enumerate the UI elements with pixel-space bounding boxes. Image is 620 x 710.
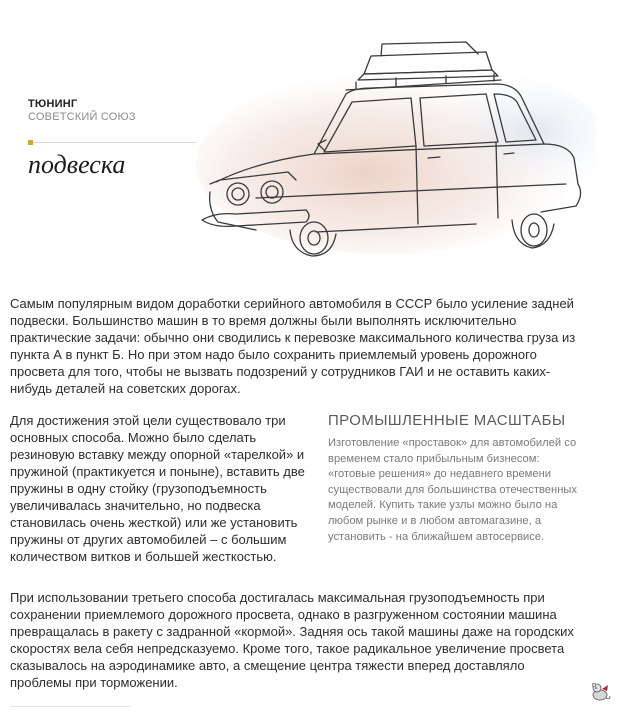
- header-divider: [28, 142, 196, 143]
- intro-paragraph: Самым популярным видом доработки серийного автомобиля в СССР было усиление задней подвески. Большинство машин в то время должны были выполнять исключительно практические задачи: обычно они сводились к перевозке максимального количества груза из пункта А в пункт Б. Но при этом надо было сохранить приемлемый уровень дорожного просвета для того, чтобы не вызвать подозрений у сотрудников ГАИ и не оставить каких-нибудь деталей на советских дорогах.: [10, 296, 576, 396]
- sidebar-title: ПРОМЫШЛЕННЫЕ МАСШТАБЫ: [328, 412, 566, 429]
- bottom-paragraph: При использовании третьего способа достигалась максимальная грузоподъемность при сохранении приемлемого дорожного просвета, однако в разгруженном состоянии машина превращалась в ракету с задранной «кормой». Задняя ось такой машины даже на городских скоростях вела себя непредсказуемо. Кроме того, такое радикальное увеличение просвета сказывалось на аэродинамике авто, а смещение центра тяжести вперед доставляло проблемы при торможении.: [10, 590, 574, 690]
- left-column-paragraph: Для достижения этой цели существовало три основных способа. Можно было сделать резиновую вставку между опорной «тарелкой» и пружиной (практикуется и поныне), вставить две пружины в одну стойку (грузоподъемность увеличивалась значительно, но подвеска становилась очень жесткой) или же установить пружины от других автомобилей – с большим количеством витков и большей жесткостью.: [10, 413, 305, 564]
- article-header: [28, 98, 208, 123]
- page-title: подвеска: [28, 150, 126, 179]
- accent-marker: [28, 140, 33, 145]
- section-kicker: ТЮНИНГ: [28, 98, 78, 110]
- rodent-mascot-icon: [588, 680, 612, 702]
- sidebar-text: Изготовление «проставок» для автомобилей со временем стало прибыльным бизнесом: «готовые решения» до недавнего времени существовали для большинства отечественных моделей. Купить такие узлы можно было на любом рынке и в любом автомагазине, а установить - на ближайшем автосервисе.: [328, 437, 578, 543]
- bottom-divider: [10, 706, 130, 707]
- sidebar-box: [328, 412, 590, 545]
- car-illustration: [196, 34, 596, 260]
- section-subkicker: СОВЕТСКИЙ СОЮЗ: [28, 111, 136, 123]
